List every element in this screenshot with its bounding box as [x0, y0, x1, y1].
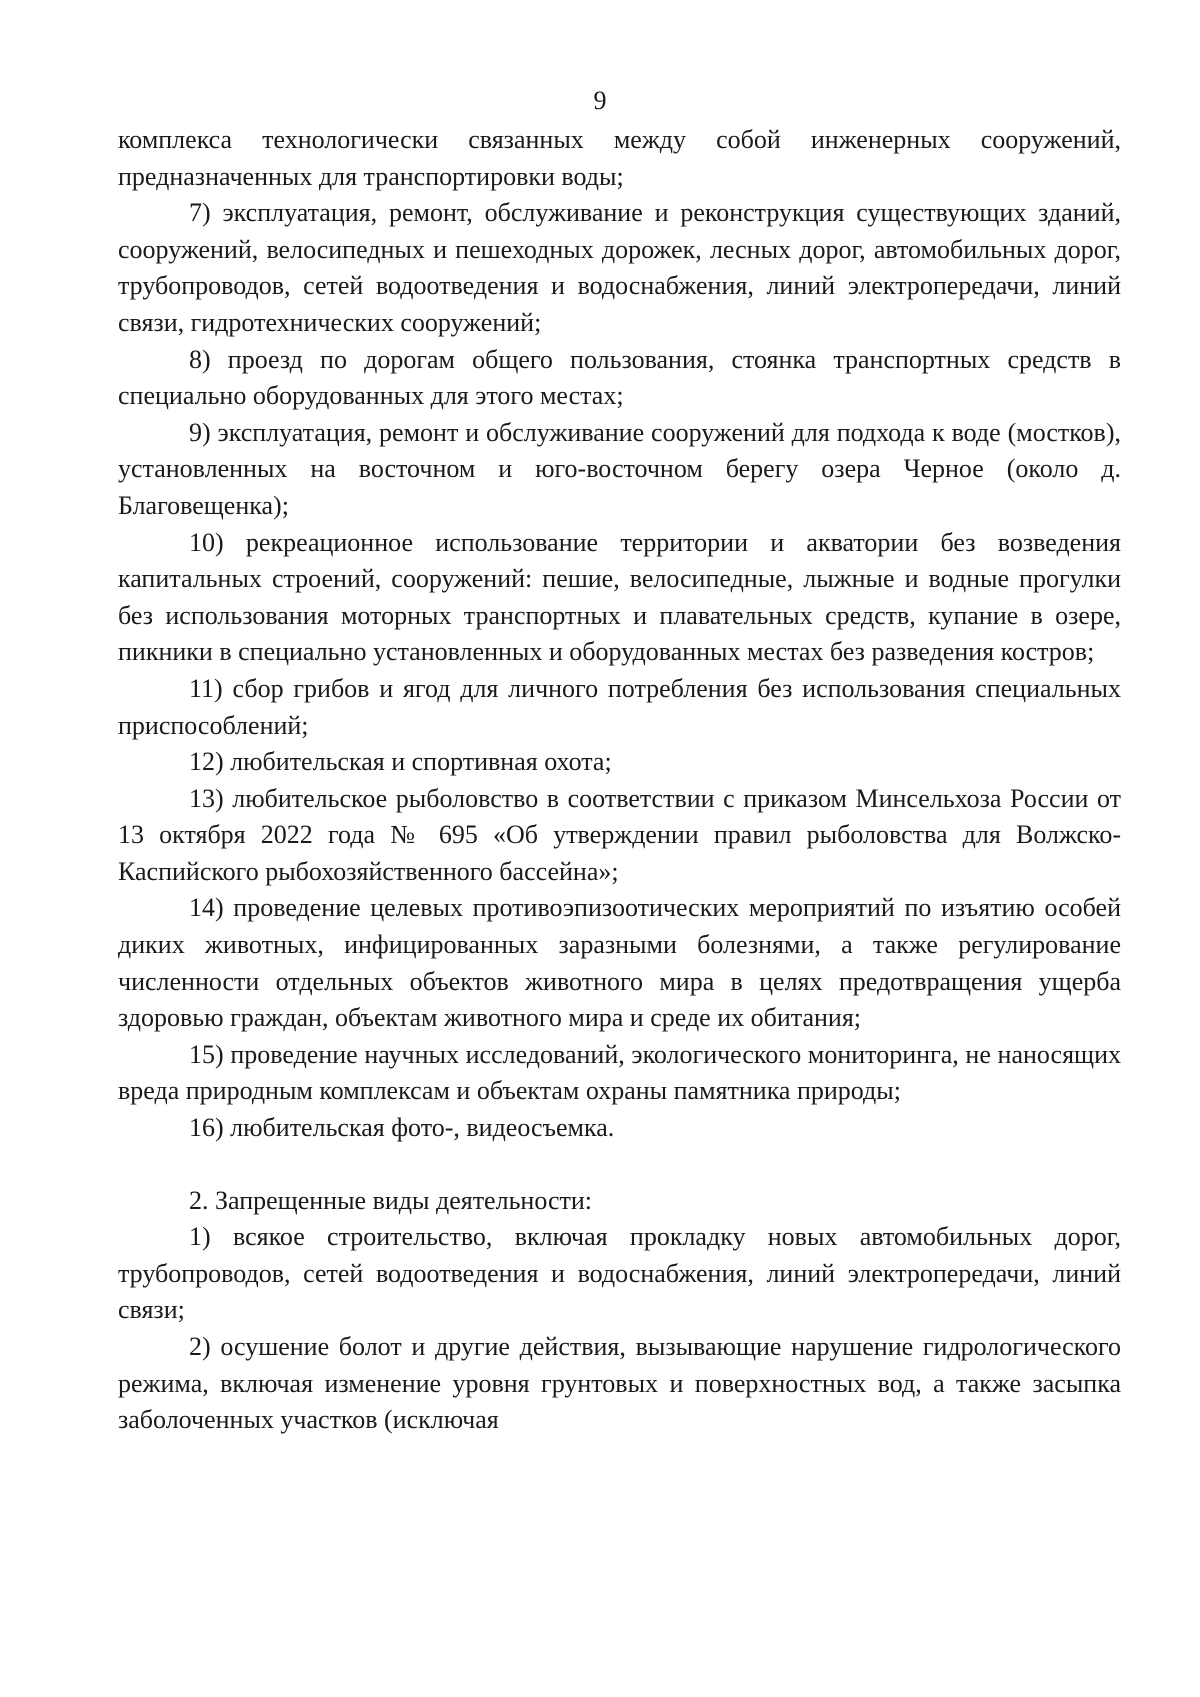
list-item-8: 8) проезд по дорогам общего пользования, стоянка транспортных средств в специально оборудованных для этого местах;: [118, 344, 1121, 411]
list-item-13: 13) любительское рыболовство в соответствии с приказом Минсельхоза России от 13 октября 2022 года № 695 «Об утверждении правил рыболовства для Волжско-Каспийского рыбохозяйственного бассейна»;: [118, 783, 1121, 886]
page-number: 9: [593, 86, 607, 115]
list-item-9: 9) эксплуатация, ремонт и обслуживание сооружений для подхода к воде (мостков), установленных на восточном и юго-восточном берегу озера Черное (около д. Благовещенка);: [118, 417, 1121, 520]
list-item-7: 7) эксплуатация, ремонт, обслуживание и реконструкция существующих зданий, сооружений, велосипедных и пешеходных дорожек, лесных дорог, автомобильных дорог, трубопроводов, сетей водоотведения и водоснабжения, линий электропередачи, линий связи, гидротехнических сооружений;: [118, 198, 1121, 337]
section-heading-prohibited: 2. Запрещенные виды деятельности:: [189, 1185, 593, 1215]
list-item-15: 15) проведение научных исследований, экологического мониторинга, не наносящих вреда природным комплексам и объектам охраны памятника природы;: [118, 1039, 1121, 1106]
list-item-14: 14) проведение целевых противоэпизоотических мероприятий по изъятию особей диких животных, инфицированных заразными болезнями, а также регулирование численности отдельных объектов животного мира в целях предотвращения ущерба здоровью граждан, объектам животного мира и среде их обитания;: [118, 893, 1121, 1033]
list-item-11: 11) сбор грибов и ягод для личного потребления без использования специальных приспособлений;: [118, 673, 1121, 740]
prohibited-item-2: 2) осушение болот и другие действия, вызывающие нарушение гидрологического режима, включая изменение уровня грунтовых и поверхностных вод, а также засыпка заболоченных участков (исключая: [118, 1332, 1121, 1435]
list-item-16: 16) любительская фото-, видеосъемка.: [189, 1113, 615, 1143]
paragraph-continuation: комплекса технологически связанных между собой инженерных сооружений, предназначенных для транспортировки воды;: [118, 125, 1121, 191]
list-item-10: 10) рекреационное использование территории и акватории без возведения капитальных строений, сооружений: пешие, велосипедные, лыжные и водные прогулки без использования моторных транспортных и плавательных средств, купание в озере, пикники в специально установленных и оборудованных местах без разведения костров;: [118, 527, 1121, 667]
prohibited-item-1: 1) всякое строительство, включая прокладку новых автомобильных дорог, трубопроводов, сетей водоотведения и водоснабжения, линий электропередачи, линий связи;: [118, 1222, 1121, 1325]
document-body: [118, 122, 1121, 1439]
list-item-12: 12) любительская и спортивная охота;: [189, 747, 612, 777]
